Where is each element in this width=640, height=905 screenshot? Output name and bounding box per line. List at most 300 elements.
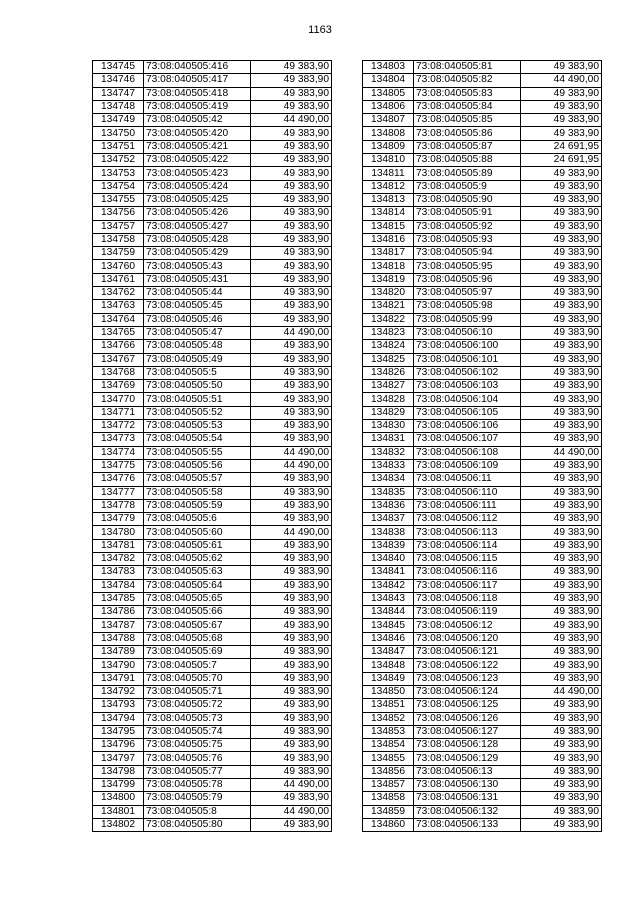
cadastral-number-cell: 73:08:040505:86 — [414, 127, 521, 140]
cadastral-number-cell: 73:08:040505:89 — [414, 167, 521, 180]
table-row — [363, 752, 602, 765]
record-number-cell: 134829 — [363, 406, 414, 419]
cadastral-number-cell: 73:08:040506:129 — [414, 752, 521, 765]
table-row — [363, 380, 602, 393]
record-number-cell: 134841 — [363, 566, 414, 579]
table-row — [93, 566, 332, 579]
record-number-cell: 134802 — [93, 818, 144, 831]
amount-cell: 49 383,90 — [251, 300, 332, 313]
cadastral-number-cell: 73:08:040505:77 — [144, 765, 251, 778]
amount-cell: 49 383,90 — [251, 247, 332, 260]
cadastral-number-cell: 73:08:040505:421 — [144, 140, 251, 153]
cadastral-number-cell: 73:08:040505:59 — [144, 499, 251, 512]
amount-cell: 49 383,90 — [251, 712, 332, 725]
amount-cell: 24 691,95 — [521, 140, 602, 153]
amount-cell: 49 383,90 — [251, 366, 332, 379]
amount-cell: 49 383,90 — [251, 353, 332, 366]
amount-cell: 44 490,00 — [251, 779, 332, 792]
table-row — [363, 260, 602, 273]
amount-cell: 49 383,90 — [251, 672, 332, 685]
record-number-cell: 134837 — [363, 513, 414, 526]
cadastral-number-cell: 73:08:040505:419 — [144, 100, 251, 113]
record-number-cell: 134801 — [93, 805, 144, 818]
record-number-cell: 134770 — [93, 393, 144, 406]
record-number-cell: 134762 — [93, 287, 144, 300]
cadastral-number-cell: 73:08:040506:10 — [414, 326, 521, 339]
amount-cell: 49 383,90 — [521, 406, 602, 419]
amount-cell: 49 383,90 — [251, 154, 332, 167]
record-number-cell: 134775 — [93, 459, 144, 472]
record-number-cell: 134860 — [363, 818, 414, 831]
amount-cell: 49 383,90 — [521, 127, 602, 140]
cadastral-number-cell: 73:08:040505:424 — [144, 180, 251, 193]
amount-cell: 49 383,90 — [521, 619, 602, 632]
record-number-cell: 134763 — [93, 300, 144, 313]
amount-cell: 49 383,90 — [251, 340, 332, 353]
cadastral-number-cell: 73:08:040505:98 — [414, 300, 521, 313]
amount-cell: 49 383,90 — [251, 513, 332, 526]
cadastral-number-cell: 73:08:040506:116 — [414, 566, 521, 579]
record-number-cell: 134851 — [363, 699, 414, 712]
table-row — [93, 779, 332, 792]
cadastral-number-cell: 73:08:040506:127 — [414, 725, 521, 738]
table-row — [93, 805, 332, 818]
table-row — [93, 646, 332, 659]
record-number-cell: 134818 — [363, 260, 414, 273]
record-number-cell: 134772 — [93, 420, 144, 433]
record-number-cell: 134780 — [93, 526, 144, 539]
record-number-cell: 134827 — [363, 380, 414, 393]
cadastral-number-cell: 73:08:040505:7 — [144, 659, 251, 672]
record-number-cell: 134811 — [363, 167, 414, 180]
record-number-cell: 134792 — [93, 685, 144, 698]
amount-cell: 49 383,90 — [521, 433, 602, 446]
amount-cell: 49 383,90 — [521, 725, 602, 738]
cadastral-number-cell: 73:08:040505:53 — [144, 420, 251, 433]
amount-cell: 49 383,90 — [521, 805, 602, 818]
record-number-cell: 134757 — [93, 220, 144, 233]
table-row — [363, 193, 602, 206]
table-row — [363, 619, 602, 632]
table-row — [93, 287, 332, 300]
amount-cell: 49 383,90 — [251, 566, 332, 579]
record-number-cell: 134840 — [363, 552, 414, 565]
amount-cell: 49 383,90 — [251, 579, 332, 592]
amount-cell: 49 383,90 — [251, 167, 332, 180]
table-row — [363, 765, 602, 778]
cadastral-number-cell: 73:08:040506:111 — [414, 499, 521, 512]
amount-cell: 49 383,90 — [521, 87, 602, 100]
table-row — [93, 592, 332, 605]
cadastral-number-cell: 73:08:040505:43 — [144, 260, 251, 273]
amount-cell: 44 490,00 — [251, 114, 332, 127]
table-row — [93, 579, 332, 592]
table-row — [363, 739, 602, 752]
record-number-cell: 134828 — [363, 393, 414, 406]
table-row — [93, 247, 332, 260]
table-row — [363, 672, 602, 685]
amount-cell: 44 490,00 — [251, 526, 332, 539]
table-row — [363, 446, 602, 459]
record-number-cell: 134767 — [93, 353, 144, 366]
amount-cell: 49 383,90 — [251, 725, 332, 738]
table-row — [93, 818, 332, 831]
cadastral-number-cell: 73:08:040505:6 — [144, 513, 251, 526]
amount-cell: 49 383,90 — [521, 699, 602, 712]
record-number-cell: 134831 — [363, 433, 414, 446]
record-number-cell: 134788 — [93, 632, 144, 645]
amount-cell: 49 383,90 — [521, 207, 602, 220]
amount-cell: 49 383,90 — [251, 420, 332, 433]
amount-cell: 49 383,90 — [251, 632, 332, 645]
table-row — [93, 792, 332, 805]
table-row — [363, 100, 602, 113]
table-row — [363, 779, 602, 792]
table-row — [363, 685, 602, 698]
amount-cell: 49 383,90 — [521, 393, 602, 406]
table-row — [363, 459, 602, 472]
cadastral-number-cell: 73:08:040505:427 — [144, 220, 251, 233]
record-number-cell: 134814 — [363, 207, 414, 220]
amount-cell: 49 383,90 — [521, 366, 602, 379]
cadastral-number-cell: 73:08:040506:109 — [414, 459, 521, 472]
table-row — [363, 287, 602, 300]
table-row — [93, 233, 332, 246]
cadastral-number-cell: 73:08:040506:124 — [414, 685, 521, 698]
record-number-cell: 134804 — [363, 74, 414, 87]
cadastral-number-cell: 73:08:040505:47 — [144, 326, 251, 339]
register-table-right — [362, 60, 602, 832]
cadastral-number-cell: 73:08:040506:112 — [414, 513, 521, 526]
record-number-cell: 134783 — [93, 566, 144, 579]
table-row — [93, 87, 332, 100]
table-row — [93, 180, 332, 193]
cadastral-number-cell: 73:08:040505:56 — [144, 459, 251, 472]
amount-cell: 49 383,90 — [251, 685, 332, 698]
record-number-cell: 134782 — [93, 552, 144, 565]
amount-cell: 49 383,90 — [521, 100, 602, 113]
table-row — [363, 513, 602, 526]
cadastral-number-cell: 73:08:040506:105 — [414, 406, 521, 419]
record-number-cell: 134800 — [93, 792, 144, 805]
cadastral-number-cell: 73:08:040505:69 — [144, 646, 251, 659]
cadastral-number-cell: 73:08:040505:81 — [414, 61, 521, 74]
cadastral-number-cell: 73:08:040505:80 — [144, 818, 251, 831]
record-number-cell: 134748 — [93, 100, 144, 113]
record-number-cell: 134808 — [363, 127, 414, 140]
cadastral-number-cell: 73:08:040506:118 — [414, 592, 521, 605]
table-row — [93, 659, 332, 672]
cadastral-number-cell: 73:08:040506:126 — [414, 712, 521, 725]
table-row — [363, 566, 602, 579]
record-number-cell: 134855 — [363, 752, 414, 765]
amount-cell: 49 383,90 — [251, 499, 332, 512]
table-row — [93, 699, 332, 712]
cadastral-number-cell: 73:08:040505:96 — [414, 273, 521, 286]
amount-cell: 49 383,90 — [521, 167, 602, 180]
cadastral-number-cell: 73:08:040505:422 — [144, 154, 251, 167]
cadastral-number-cell: 73:08:040505:58 — [144, 486, 251, 499]
cadastral-number-cell: 73:08:040505:64 — [144, 579, 251, 592]
table-row — [363, 725, 602, 738]
cadastral-number-cell: 73:08:040506:13 — [414, 765, 521, 778]
amount-cell: 49 383,90 — [251, 233, 332, 246]
cadastral-number-cell: 73:08:040505:92 — [414, 220, 521, 233]
cadastral-number-cell: 73:08:040505:66 — [144, 606, 251, 619]
table-row — [93, 61, 332, 74]
amount-cell: 49 383,90 — [251, 220, 332, 233]
record-number-cell: 134750 — [93, 127, 144, 140]
cadastral-number-cell: 73:08:040506:113 — [414, 526, 521, 539]
amount-cell: 49 383,90 — [251, 752, 332, 765]
record-number-cell: 134853 — [363, 725, 414, 738]
record-number-cell: 134755 — [93, 193, 144, 206]
cadastral-number-cell: 73:08:040505:416 — [144, 61, 251, 74]
table-row — [93, 473, 332, 486]
table-row — [363, 473, 602, 486]
record-number-cell: 134852 — [363, 712, 414, 725]
amount-cell: 49 383,90 — [521, 459, 602, 472]
table-row — [93, 513, 332, 526]
cadastral-number-cell: 73:08:040505:50 — [144, 380, 251, 393]
cadastral-number-cell: 73:08:040505:93 — [414, 233, 521, 246]
record-number-cell: 134812 — [363, 180, 414, 193]
table-row — [363, 140, 602, 153]
amount-cell: 24 691,95 — [521, 154, 602, 167]
cadastral-number-cell: 73:08:040505:67 — [144, 619, 251, 632]
record-number-cell: 134835 — [363, 486, 414, 499]
amount-cell: 44 490,00 — [251, 805, 332, 818]
amount-cell: 49 383,90 — [521, 792, 602, 805]
record-number-cell: 134766 — [93, 340, 144, 353]
record-number-cell: 134805 — [363, 87, 414, 100]
cadastral-number-cell: 73:08:040505:65 — [144, 592, 251, 605]
cadastral-number-cell: 73:08:040506:104 — [414, 393, 521, 406]
table-row — [363, 659, 602, 672]
record-number-cell: 134798 — [93, 765, 144, 778]
table-row — [93, 260, 332, 273]
cadastral-number-cell: 73:08:040505:78 — [144, 779, 251, 792]
record-number-cell: 134849 — [363, 672, 414, 685]
amount-cell: 49 383,90 — [521, 632, 602, 645]
cadastral-number-cell: 73:08:040505:99 — [414, 313, 521, 326]
record-number-cell: 134797 — [93, 752, 144, 765]
record-number-cell: 134790 — [93, 659, 144, 672]
cadastral-number-cell: 73:08:040506:120 — [414, 632, 521, 645]
table-row — [363, 114, 602, 127]
record-number-cell: 134753 — [93, 167, 144, 180]
table-row — [93, 739, 332, 752]
cadastral-number-cell: 73:08:040505:88 — [414, 154, 521, 167]
cadastral-number-cell: 73:08:040505:75 — [144, 739, 251, 752]
table-row — [93, 154, 332, 167]
table-row — [363, 61, 602, 74]
record-number-cell: 134803 — [363, 61, 414, 74]
table-row — [93, 127, 332, 140]
amount-cell: 49 383,90 — [521, 552, 602, 565]
table-row — [363, 326, 602, 339]
cadastral-number-cell: 73:08:040506:101 — [414, 353, 521, 366]
register-table-left — [92, 60, 332, 832]
table-row — [363, 366, 602, 379]
cadastral-number-cell: 73:08:040505:79 — [144, 792, 251, 805]
cadastral-number-cell: 73:08:040505:85 — [414, 114, 521, 127]
table-row — [363, 792, 602, 805]
cadastral-number-cell: 73:08:040505:42 — [144, 114, 251, 127]
amount-cell: 49 383,90 — [251, 87, 332, 100]
table-row — [363, 592, 602, 605]
cadastral-number-cell: 73:08:040506:117 — [414, 579, 521, 592]
amount-cell: 44 490,00 — [521, 685, 602, 698]
record-number-cell: 134858 — [363, 792, 414, 805]
amount-cell: 49 383,90 — [521, 752, 602, 765]
cadastral-number-cell: 73:08:040505:52 — [144, 406, 251, 419]
record-number-cell: 134764 — [93, 313, 144, 326]
record-number-cell: 134787 — [93, 619, 144, 632]
table-row — [363, 420, 602, 433]
table-row — [93, 420, 332, 433]
table-row — [93, 167, 332, 180]
cadastral-number-cell: 73:08:040505:73 — [144, 712, 251, 725]
record-number-cell: 134822 — [363, 313, 414, 326]
table-row — [363, 712, 602, 725]
cadastral-number-cell: 73:08:040505:90 — [414, 193, 521, 206]
record-number-cell: 134848 — [363, 659, 414, 672]
record-number-cell: 134810 — [363, 154, 414, 167]
record-number-cell: 134754 — [93, 180, 144, 193]
table-row — [363, 699, 602, 712]
record-number-cell: 134795 — [93, 725, 144, 738]
table-row — [93, 300, 332, 313]
cadastral-number-cell: 73:08:040505:51 — [144, 393, 251, 406]
amount-cell: 44 490,00 — [251, 326, 332, 339]
record-number-cell: 134768 — [93, 366, 144, 379]
amount-cell: 44 490,00 — [251, 446, 332, 459]
table-row — [93, 380, 332, 393]
table-row — [363, 313, 602, 326]
table-row — [93, 313, 332, 326]
record-number-cell: 134817 — [363, 247, 414, 260]
page-number: 1163 — [308, 24, 332, 36]
record-number-cell: 134859 — [363, 805, 414, 818]
record-number-cell: 134745 — [93, 61, 144, 74]
record-number-cell: 134779 — [93, 513, 144, 526]
cadastral-number-cell: 73:08:040506:115 — [414, 552, 521, 565]
record-number-cell: 134824 — [363, 340, 414, 353]
amount-cell: 49 383,90 — [251, 100, 332, 113]
table-row — [93, 220, 332, 233]
cadastral-number-cell: 73:08:040506:131 — [414, 792, 521, 805]
amount-cell: 49 383,90 — [521, 220, 602, 233]
record-number-cell: 134825 — [363, 353, 414, 366]
record-number-cell: 134773 — [93, 433, 144, 446]
amount-cell: 49 383,90 — [251, 193, 332, 206]
table-row — [93, 446, 332, 459]
record-number-cell: 134786 — [93, 606, 144, 619]
amount-cell: 49 383,90 — [251, 406, 332, 419]
record-number-cell: 134751 — [93, 140, 144, 153]
cadastral-number-cell: 73:08:040505:57 — [144, 473, 251, 486]
record-number-cell: 134856 — [363, 765, 414, 778]
cadastral-number-cell: 73:08:040505:48 — [144, 340, 251, 353]
cadastral-number-cell: 73:08:040505:70 — [144, 672, 251, 685]
amount-cell: 49 383,90 — [251, 74, 332, 87]
cadastral-number-cell: 73:08:040505:87 — [414, 140, 521, 153]
cadastral-number-cell: 73:08:040505:76 — [144, 752, 251, 765]
table-row — [363, 632, 602, 645]
amount-cell: 49 383,90 — [521, 180, 602, 193]
cadastral-number-cell: 73:08:040505:5 — [144, 366, 251, 379]
cadastral-number-cell: 73:08:040506:121 — [414, 646, 521, 659]
amount-cell: 49 383,90 — [251, 592, 332, 605]
record-number-cell: 134806 — [363, 100, 414, 113]
table-row — [363, 433, 602, 446]
record-number-cell: 134781 — [93, 539, 144, 552]
record-number-cell: 134826 — [363, 366, 414, 379]
amount-cell: 49 383,90 — [521, 233, 602, 246]
amount-cell: 49 383,90 — [251, 313, 332, 326]
table-row — [363, 154, 602, 167]
cadastral-number-cell: 73:08:040506:12 — [414, 619, 521, 632]
record-number-cell: 134833 — [363, 459, 414, 472]
cadastral-number-cell: 73:08:040505:54 — [144, 433, 251, 446]
amount-cell: 49 383,90 — [251, 380, 332, 393]
table-row — [363, 499, 602, 512]
amount-cell: 49 383,90 — [521, 61, 602, 74]
table-row — [93, 406, 332, 419]
amount-cell: 49 383,90 — [521, 247, 602, 260]
amount-cell: 49 383,90 — [521, 818, 602, 831]
cadastral-number-cell: 73:08:040506:103 — [414, 380, 521, 393]
table-row — [363, 340, 602, 353]
cadastral-number-cell: 73:08:040506:133 — [414, 818, 521, 831]
table-row — [93, 340, 332, 353]
amount-cell: 49 383,90 — [251, 818, 332, 831]
cadastral-number-cell: 73:08:040505:74 — [144, 725, 251, 738]
record-number-cell: 134815 — [363, 220, 414, 233]
record-number-cell: 134765 — [93, 326, 144, 339]
amount-cell: 49 383,90 — [251, 180, 332, 193]
cadastral-number-cell: 73:08:040506:123 — [414, 672, 521, 685]
amount-cell: 49 383,90 — [521, 193, 602, 206]
table-row — [93, 326, 332, 339]
amount-cell: 49 383,90 — [521, 114, 602, 127]
cadastral-number-cell: 73:08:040505:83 — [414, 87, 521, 100]
cadastral-number-cell: 73:08:040505:417 — [144, 74, 251, 87]
record-number-cell: 134813 — [363, 193, 414, 206]
record-number-cell: 134794 — [93, 712, 144, 725]
record-number-cell: 134752 — [93, 154, 144, 167]
record-number-cell: 134832 — [363, 446, 414, 459]
amount-cell: 49 383,90 — [251, 287, 332, 300]
table-row — [363, 646, 602, 659]
cadastral-number-cell: 73:08:040506:108 — [414, 446, 521, 459]
amount-cell: 49 383,90 — [521, 353, 602, 366]
amount-cell: 49 383,90 — [521, 592, 602, 605]
cadastral-number-cell: 73:08:040505:46 — [144, 313, 251, 326]
table-row — [93, 685, 332, 698]
amount-cell: 49 383,90 — [521, 765, 602, 778]
cadastral-number-cell: 73:08:040505:82 — [414, 74, 521, 87]
amount-cell: 49 383,90 — [521, 526, 602, 539]
table-row — [363, 167, 602, 180]
record-number-cell: 134850 — [363, 685, 414, 698]
cadastral-number-cell: 73:08:040505:8 — [144, 805, 251, 818]
cadastral-number-cell: 73:08:040506:119 — [414, 606, 521, 619]
table-row — [93, 100, 332, 113]
table-row — [93, 552, 332, 565]
amount-cell: 49 383,90 — [521, 539, 602, 552]
